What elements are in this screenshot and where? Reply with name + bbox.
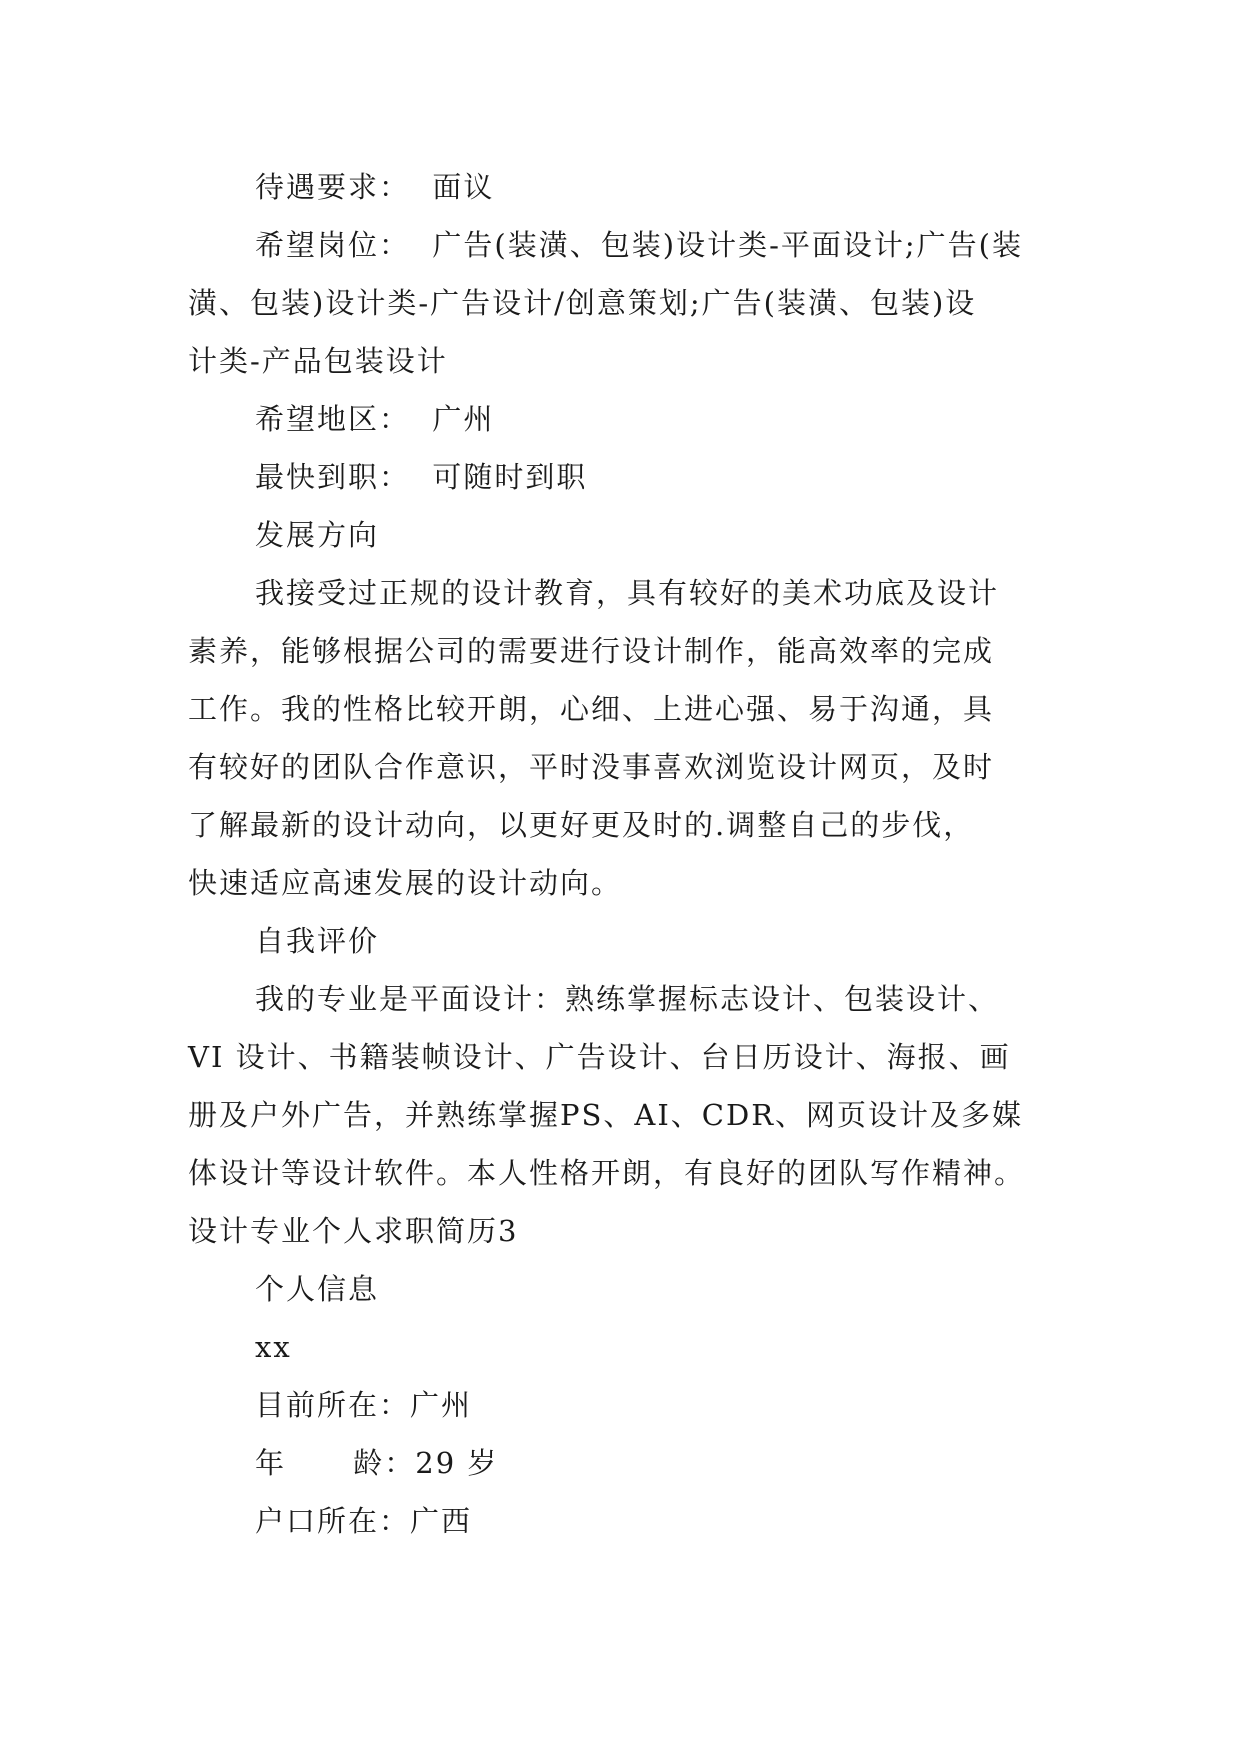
- age-line: 年 龄：29 岁: [255, 1446, 499, 1480]
- self-evaluation-paragraph-line: 我的专业是平面设计：熟练掌握标志设计、包装设计、: [255, 982, 1000, 1016]
- development-direction-heading: 发展方向: [255, 518, 380, 552]
- resume-section-title: 设计专业个人求职简历3: [188, 1214, 519, 1248]
- hukou-line: 户口所在：广西: [255, 1504, 473, 1538]
- development-paragraph-line: 有较好的团队合作意识，平时没事喜欢浏览设计网页，及时: [188, 750, 995, 784]
- development-paragraph-line: 我接受过正规的设计教育，具有较好的美术功底及设计: [255, 576, 1000, 610]
- self-evaluation-paragraph-line: 体设计等设计软件。本人性格开朗，有良好的团队写作精神。: [188, 1156, 1026, 1190]
- personal-info-heading: 个人信息: [255, 1272, 380, 1306]
- development-paragraph-line: 了解最新的设计动向，以更好更及时的.调整自己的步伐，: [188, 808, 975, 842]
- self-evaluation-paragraph-line: 册及户外广告，并熟练掌握PS、AI、CDR、网页设计及多媒: [188, 1098, 1024, 1132]
- document-body: [188, 158, 1068, 1550]
- current-location-line: 目前所在：广州: [255, 1388, 473, 1422]
- development-paragraph-line: 快速适应高速发展的设计动向。: [188, 866, 623, 900]
- earliest-start-line: 最快到职： 可随时到职: [255, 460, 588, 494]
- self-evaluation-heading: 自我评价: [255, 924, 380, 958]
- salary-requirement-line: 待遇要求： 面议: [255, 170, 495, 204]
- desired-position-line: 希望岗位： 广告(装潢、包装)设计类-平面设计;广告(装: [255, 228, 1023, 262]
- development-paragraph-line: 工作。我的性格比较开朗，心细、上进心强、易于沟通，具: [188, 692, 995, 726]
- desired-position-line-cont: 潢、包装)设计类-广告设计/创意策划;广告(装潢、包装)设: [188, 286, 977, 320]
- desired-position-line-cont: 计类-产品包装设计: [188, 344, 448, 378]
- self-evaluation-paragraph-line: VI 设计、书籍装帧设计、广告设计、台日历设计、海报、画: [188, 1040, 1011, 1074]
- name-line: xx: [255, 1330, 292, 1364]
- development-paragraph-line: 素养，能够根据公司的需要进行设计制作，能高效率的完成: [188, 634, 995, 668]
- desired-region-line: 希望地区： 广州: [255, 402, 495, 436]
